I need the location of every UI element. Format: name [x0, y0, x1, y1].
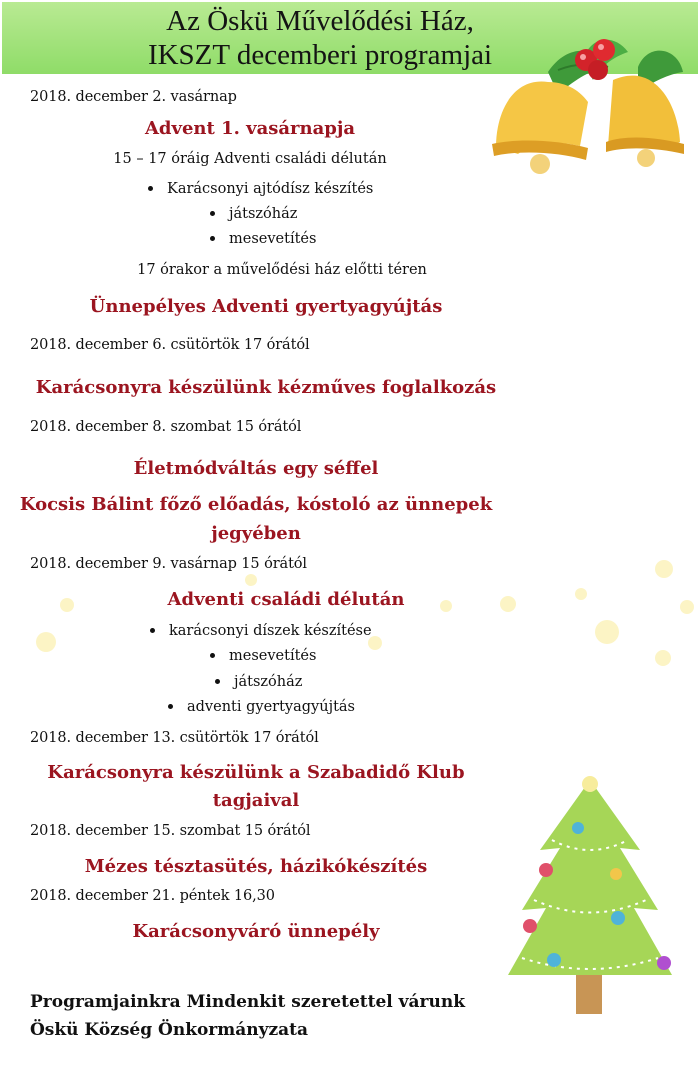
bullet-icon [210, 211, 215, 216]
bullet-icon [210, 653, 215, 658]
event-title: Karácsonyra készülünk kézműves foglalkozás [35, 377, 497, 398]
bullet-icon [150, 628, 155, 633]
event-title: tagjaival [212, 790, 300, 811]
event-date: 2018. december 13. csütörtök 17 órától [30, 730, 319, 746]
sparkle-decoration [245, 574, 257, 586]
list-item [150, 623, 372, 639]
sparkle-decoration [680, 600, 694, 614]
event-title: Advent 1. vasárnapja [144, 118, 356, 139]
event-title: Kocsis Bálint főző előadás, kóstoló az ünnepek [19, 494, 493, 515]
event-date: 2018. december 9. vasárnap 15 órától [30, 556, 307, 572]
sparkle-decoration [655, 650, 671, 666]
event-title: Karácsonyra készülünk a Szabadidő Klub [47, 762, 465, 783]
event-date: 2018. december 6. csütörtök 17 órától [30, 337, 310, 353]
flyer-title-line2: IKSZT decemberi programjai [147, 39, 493, 71]
sparkle-decoration [655, 560, 673, 578]
sparkle-decoration [595, 620, 619, 644]
event-date: 2018. december 2. vasárnap [30, 89, 237, 105]
list-item-text: adventi gyertyagyújtás [187, 699, 355, 715]
event-title: Életmódváltás egy séffel [133, 458, 379, 479]
list-item [210, 231, 316, 247]
event-location: 17 órakor a művelődési ház előtti téren [137, 262, 427, 278]
event-date: 2018. december 15. szombat 15 órától [30, 823, 311, 839]
bullet-icon [215, 679, 220, 684]
event-date: 2018. december 8. szombat 15 órától [30, 419, 302, 435]
list-item-text: játszóház [234, 674, 303, 690]
christmas-tree-icon [500, 770, 680, 1020]
list-item [148, 181, 373, 197]
footer-invitation: Programjainkra Mindenkit szeretettel várunk [30, 992, 466, 1012]
bullet-icon [210, 236, 215, 241]
event-title: jegyében [211, 523, 301, 544]
bullet-icon [148, 186, 153, 191]
bullet-icon [168, 704, 173, 709]
event-title: Ünnepélyes Adventi gyertyagyújtás [89, 296, 443, 317]
list-item [168, 699, 355, 715]
list-item-text: mesevetítés [229, 648, 317, 664]
list-item-text: Karácsonyi ajtódísz készítés [167, 181, 374, 197]
list-item [210, 206, 297, 222]
sparkle-decoration [575, 588, 587, 600]
list-item-text: karácsonyi díszek készítése [169, 623, 372, 639]
event-title: Karácsonyváró ünnepély [132, 921, 380, 942]
footer-organizer: Öskü Község Önkormányzata [30, 1020, 309, 1040]
list-item [215, 674, 302, 690]
list-item-text: játszóház [229, 206, 298, 222]
christmas-bells-icon [488, 22, 698, 192]
event-time: 15 – 17 óráig Adventi családi délután [113, 151, 387, 167]
list-item-text: mesevetítés [229, 231, 317, 247]
sparkle-decoration [36, 632, 56, 652]
list-item [210, 648, 316, 664]
event-date: 2018. december 21. péntek 16,30 [30, 888, 275, 904]
event-title: Mézes tésztasütés, házikókészítés [84, 856, 428, 877]
flyer-title-line1: Az Öskü Művelődési Ház, [166, 5, 474, 37]
event-title: Adventi családi délután [167, 589, 405, 610]
